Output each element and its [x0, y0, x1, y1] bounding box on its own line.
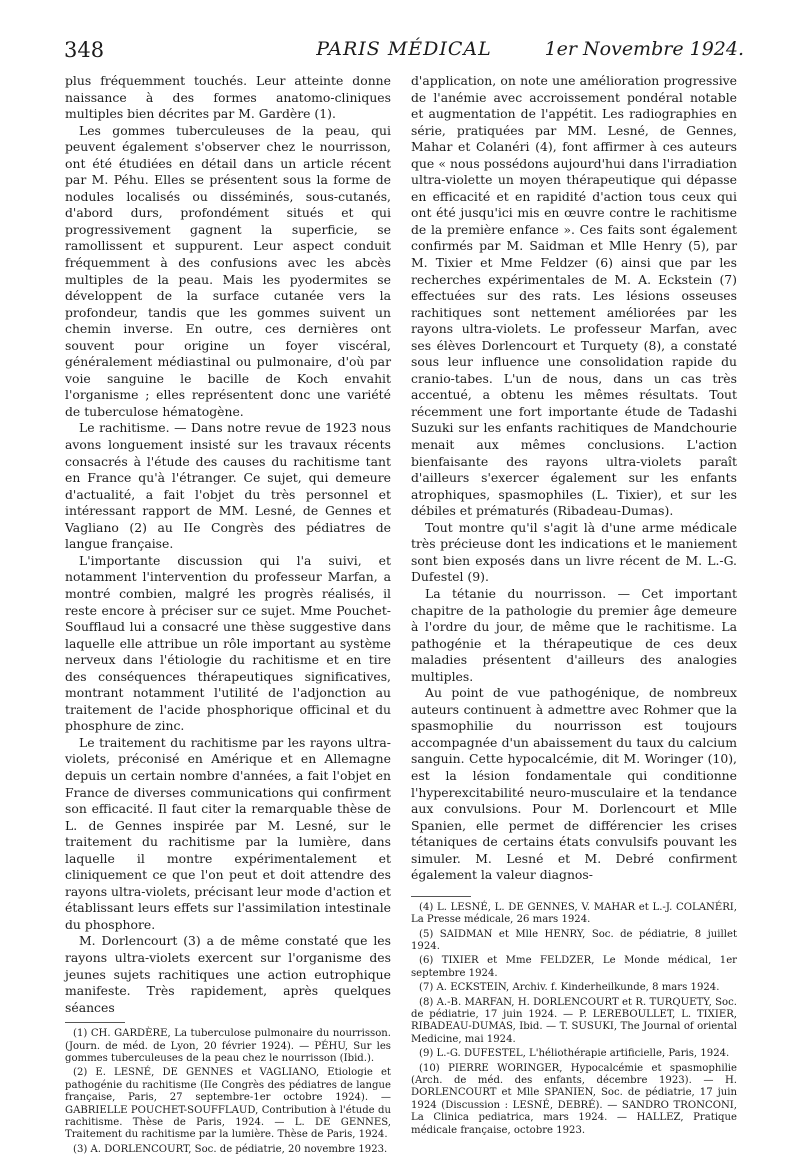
- paragraph-traitement: Le traitement du rachitisme par les rayons ultra-violets, préconisé en Amérique et en Allemagne depuis un certain nombre d'années, a fait l'objet en France de diverses communications qui confirment son efficacité. Il faut citer la remarquable thèse de L. de Gennes inspirée par M. Lesné, sur le traitement du rachitisme par la lumière, dans laquelle il montre expérimentalement et cliniquement ce que l'on peut et doit attendre des rayons ultra-violets, précisant leur mode d'action et établissant leurs effets sur l'assimilation intestinale du phosphore.: [65, 734, 391, 932]
- paragraph: L'importante discussion qui l'a suivi, et notamment l'intervention du professeur Marfan, a montré combien, malgré les progrès réalisés, il reste encore à préciser sur ce sujet. Mme Pouchet-Soufflaud lui a consacré une thèse suggestive dans laquelle elle attribue un rôle important au système nerveux dans l'étiologie du rachitisme et en tire des conséquences thérapeutiques significatives, montrant notamment l'utilité de l'adjonction au traitement de l'acide phosphorique officinal et du phosphure de zinc.: [65, 552, 391, 734]
- footnote: (7) A. ECKSTEIN, Archiv. f. Kinderheilkunde, 8 mars 1924.: [419, 982, 720, 994]
- paragraph: Au point de vue pathogénique, de nombreux auteurs continuent à admettre avec Rohmer que la spasmophilie du nourrisson est toujours accompagnée d'un abaissement du taux du calcium sanguin. Cette hypocalcémie, dit M. Woringer (10), est la lésion fondamentale qui conditionne l'hyperexcitabilité neuro-musculaire et la tendance aux convulsions. Pour M. Dorlencourt et Mlle Spanien, elle permet de différencier les crises tétaniques de certains états convulsifs pouvant les simuler. M. Lesné et M. Debré confirment également la valeur diagnos-: [411, 685, 737, 883]
- paragraph: plus fréquemment touchés. Leur atteinte donne naissance à des formes anatomo-cliniques multiples bien décrites par M. Gardère (1).: [65, 73, 391, 122]
- paragraph-rachitisme: Le rachitisme. — Dans notre revue de 1923 nous avons longuement insisté sur les travaux récents consacrés à l'étude des causes du rachitisme tant en France qu'à l'étranger. Ce sujet, qui demeure d'actualité, a fait l'objet du très personnel et intéressant rapport de MM. Lesné, de Gennes et Vagliano (2) au IIe Congrès des pédiatres de langue française.: [65, 420, 391, 552]
- footnote: (1) CH. GARDÈRE, La tuberculose pulmonaire du nourrisson. (Journ. de méd. de Lyon, 20 février 1924). — PÉHU, Sur les gommes tuberculeuses de la peau chez le nourrisson (Ibid.).: [65, 1028, 391, 1064]
- footnote: (4) L. LESNÉ, L. DE GENNES, V. MAHAR et L.-J. COLANÉRI, La Presse médicale, 26 mars 1924.: [411, 901, 737, 926]
- footnote: (9) L.-G. DUFESTEL, L'héliothérapie artificielle, Paris, 1924.: [419, 1048, 730, 1060]
- paragraph: M. Dorlencourt (3) a de même constaté que les rayons ultra-violets exercent sur l'organisme des jeunes sujets rachitiques une action eutrophique manifeste. Très rapidement, après quelques séances: [65, 933, 391, 1015]
- footnote: (2) E. LESNÉ, DE GENNES et VAGLIANO, Etiologie et pathogénie du rachitisme (IIe Congrès des pédiatres de langue française, Paris, 27 septembre-1er octobre 1924). — GABRIELLE POUCHET-SOUFFLAUD, Contribution à l'étude du rachitisme. Thèse de Paris, 1924. — L. DE GENNES, Traitement du rachitisme par la lumière. Thèse de Paris, 1924.: [65, 1067, 391, 1141]
- issue-date: 1er Novembre 1924.: [544, 38, 744, 60]
- footnote: (5) SAIDMAN et Mlle HENRY, Soc. de pédiatrie, 8 juillet 1924.: [411, 928, 737, 953]
- paragraph-tetanie: La tétanie du nourrisson. — Cet important chapitre de la pathologie du premier âge demeure à l'ordre du jour, de même que le rachitisme. La pathogénie et la thérapeutique de ces deux maladies présentent d'ailleurs des analogies multiples.: [411, 585, 737, 684]
- paragraph: Tout montre qu'il s'agit là d'une arme médicale très précieuse dont les indications et le maniement sont bien exposés dans un livre récent de M. L.-G. Dufestel (9).: [411, 519, 737, 585]
- footnote: (3) A. DORLENCOURT, Soc. de pédiatrie, 20 novembre 1923.: [73, 1143, 388, 1155]
- page-header: [64, 38, 744, 72]
- paragraph: Les gommes tuberculeuses de la peau, qui peuvent également s'observer chez le nourrisson, ont été étudiées en détail dans un article récent par M. Péhu. Elles se présentent sous la forme de nodules localisés ou disséminés, sous-cutanés, d'abord durs, profondément situés et qui progressivement gagnent la superficie, se ramollissent et suppurent. Leur aspect conduit fréquemment à des confusions avec les abcès multiples de la peau. Mais les pyodermites se développent de la surface cutanée vers la profondeur, tandis que les gommes suivent un chemin inverse. En outre, ces dernières ont souvent pour origine un foyer viscéral, généralement médiastinal ou pulmonaire, d'où par voie sanguine le bacille de Koch envahit l'organisme ; elles représentent donc une variété de tuberculose hématogène.: [65, 122, 391, 419]
- footnote: (8) A.-B. MARFAN, H. DORLENCOURT et R. TURQUETY, Soc. de pédiatrie, 17 juin 1924. — P. LEREBOULLET, L. TIXIER, RIBADEAU-DUMAS, Ibid. — T. SUSUKI, The Journal of oriental Medicine, mai 1924.: [411, 996, 737, 1045]
- footnote: (10) PIERRE WORINGER, Hypocalcémie et spasmophilie (Arch. de méd. des enfants, décembre 1923). — H. DORLENCOURT et Mlle SPANIEN, Soc. de pédiatrie, 17 juin 1924 (Discussion : LESNÉ, DEBRÉ). — SANDRO TRONCONI, La Clinica pediatrica, mars 1924. — HALLEZ, Pratique médicale française, octobre 1923.: [411, 1062, 737, 1136]
- footnote-divider: [411, 896, 471, 897]
- footnote: (6) TIXIER et Mme FELDZER, Le Monde médical, 1er septembre 1924.: [411, 955, 737, 979]
- journal-title: PARIS MÉDICAL: [316, 38, 492, 60]
- footnote-divider: [65, 1022, 125, 1023]
- paragraph: d'application, on note une amélioration progressive de l'anémie avec accroissement pondéral notable et augmentation de l'appétit. Les radiographies en série, pratiquées par MM. Lesné, de Gennes, Mahar et Colanéri (4), font affirmer à ces auteurs que « nous possédons aujourd'hui dans l'irradiation ultra-violette un moyen thérapeutique qui dépasse en efficacité et en rapidité d'action tous ceux qui ont été jusqu'ici mis en œuvre contre le rachitisme de la première enfance ». Ces faits sont également confirmés par M. Saidman et Mlle Henry (5), par M. Tixier et Mme Feldzer (6) ainsi que par les recherches expérimentales de M. A. Eckstein (7) effectuées sur des rats. Les lésions osseuses rachitiques sont nettement améliorées par les rayons ultra-violets. Le professeur Marfan, avec ses élèves Dorlencourt et Turquety (8), a constaté sous leur influence une consolidation rapide du cranio-tabes. L'un de nous, dans un cas très accentué, a obtenu les mêmes résultats. Tout récemment une fort importante étude de Tadashi Suzuki sur les enfants rachitiques de Mandchourie menait aux mêmes conclusions. L'action bienfaisante des rayons ultra-violets paraît d'ailleurs s'exercer également sur les enfants atrophiques, spasmophiles (L. Tixier), et sur les débiles et prématurés (Ribadeau-Dumas).: [411, 73, 737, 519]
- right-column: [411, 73, 737, 1139]
- page-number: 348: [64, 38, 105, 62]
- left-column: [65, 73, 391, 1158]
